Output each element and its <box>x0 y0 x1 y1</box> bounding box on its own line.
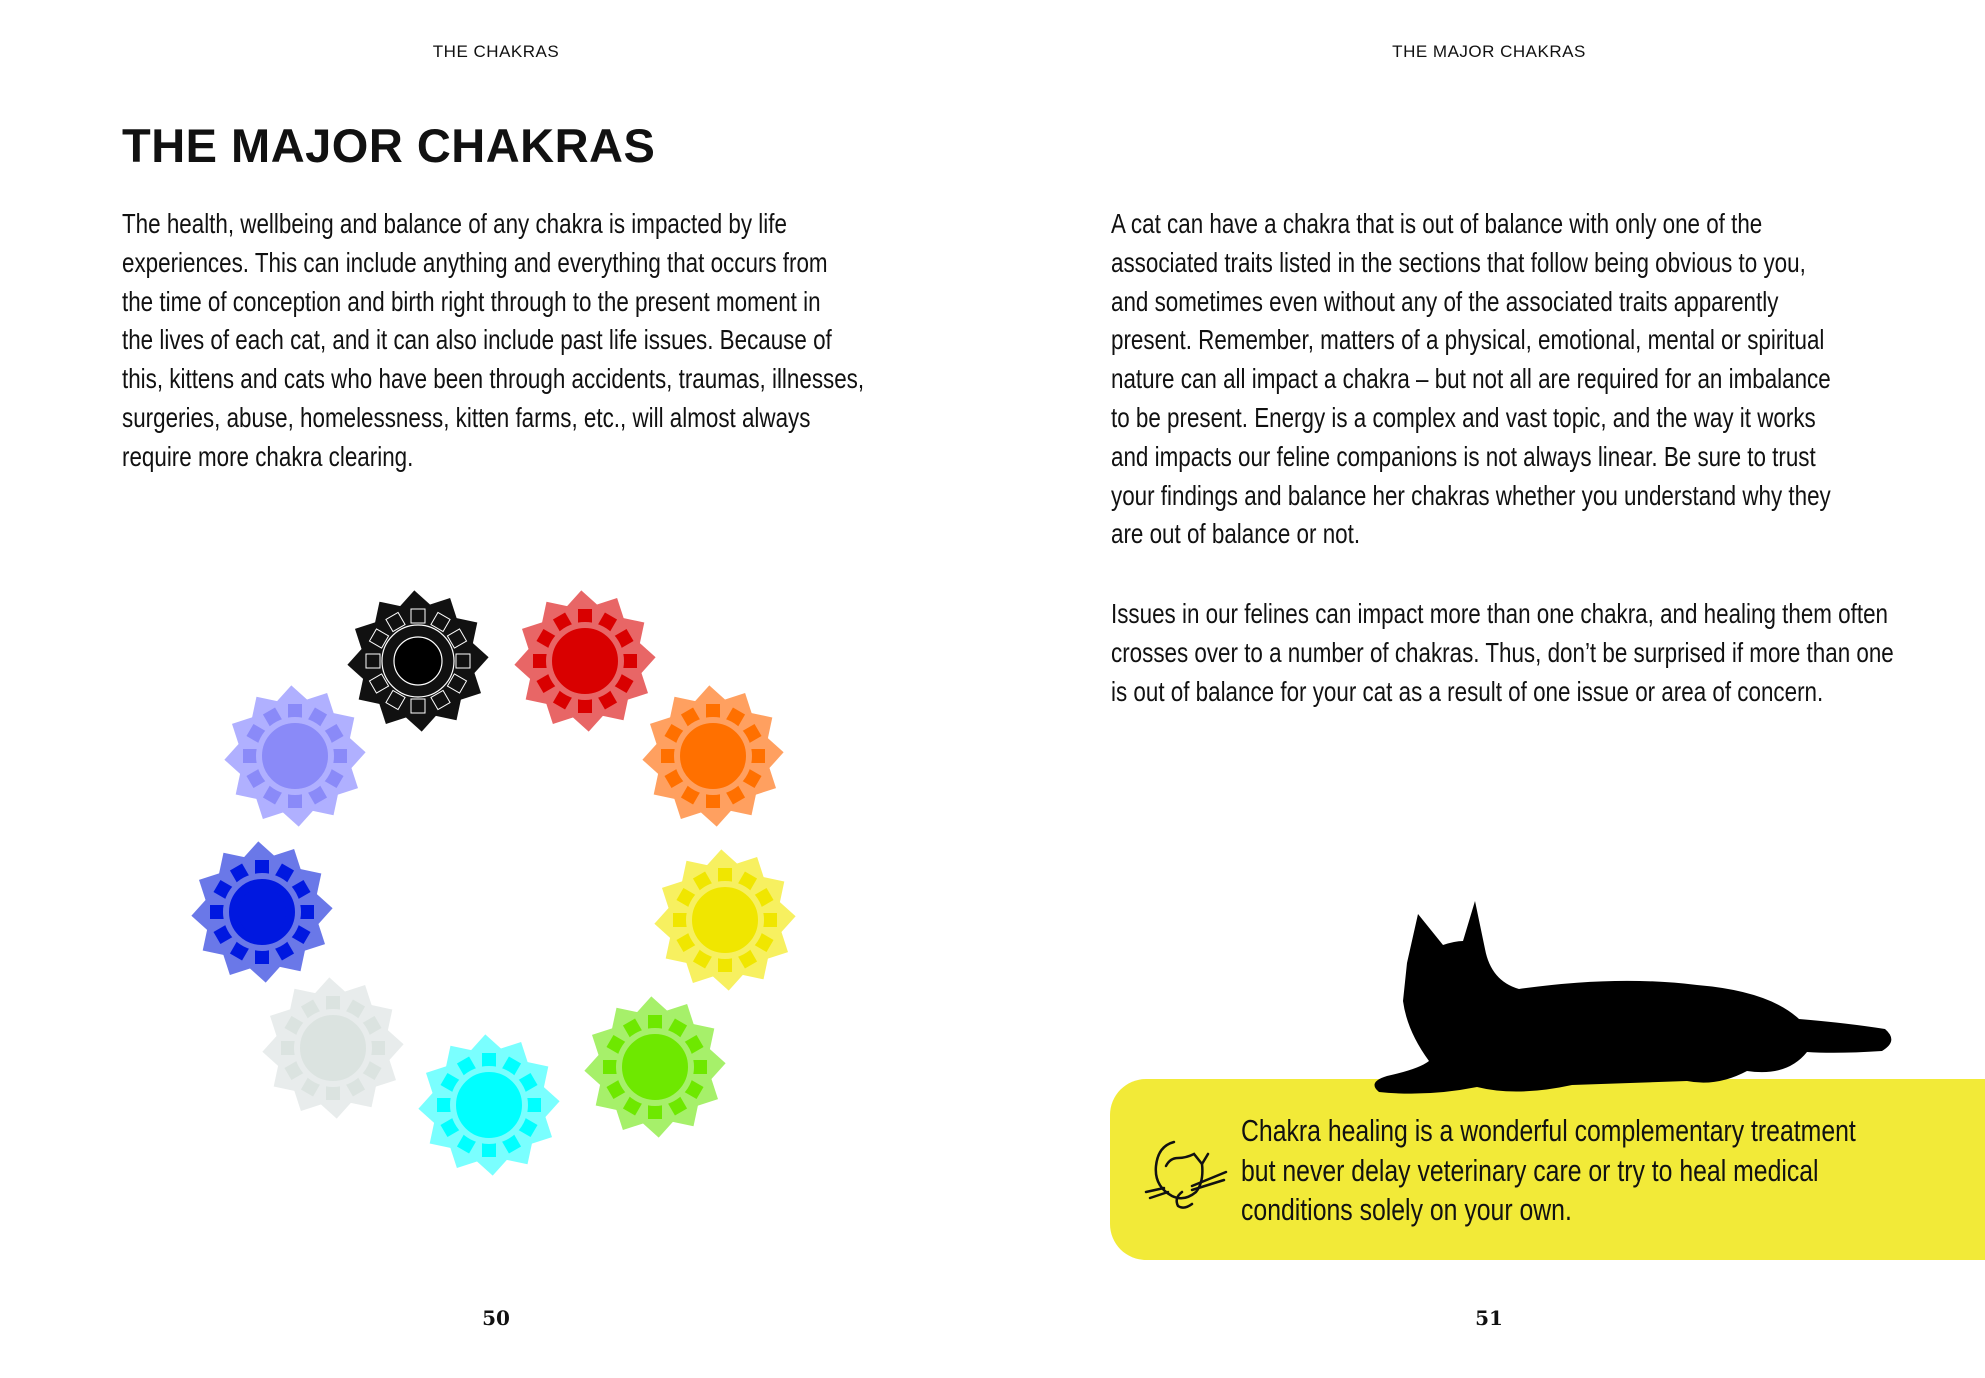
text-line: nature can all impact a chakra – but not all are required for an imbalance <box>1111 363 1831 395</box>
page-title: THE MAJOR CHAKRAS <box>122 119 656 172</box>
text-line: associated traits listed in the sections that follow being obvious to you, <box>1111 246 1806 278</box>
page-number-left: 50 <box>482 1306 510 1330</box>
text-line: Issues in our felines can impact more than one chakra, and healing them often <box>1111 598 1888 629</box>
chakra-crown-violet-icon <box>220 681 370 831</box>
chakra-heart-green-icon <box>580 992 730 1142</box>
text-line: the time of conception and birth right through to the present moment in <box>122 285 821 317</box>
chakra-white-icon <box>258 973 408 1123</box>
text-line: the lives of each cat, and it can also include past life issues. Because of <box>122 324 832 356</box>
chakra-throat-cyan-icon <box>414 1030 564 1180</box>
text-line: surgeries, abuse, homelessness, kitten farms, etc., will almost always <box>122 401 811 433</box>
text-line: but never delay veterinary care or try to heal medical <box>1241 1152 1819 1188</box>
text-line: Chakra healing is a wonderful complementary treatment <box>1241 1113 1856 1148</box>
text-line: this, kittens and cats who have been through accidents, traumas, illnesses, <box>122 363 865 395</box>
chakra-solar-plexus-yellow-icon <box>650 845 800 995</box>
text-line: are out of balance or not. <box>1111 518 1361 550</box>
running-head-left: THE CHAKRAS <box>432 42 560 61</box>
text-line: crosses over to a number of chakras. Thus, don’t be surprised if more than one <box>1111 636 1894 668</box>
page-number-right: 51 <box>1475 1306 1503 1330</box>
text-line: conditions solely on your own. <box>1241 1192 1572 1227</box>
chakra-sacral-orange-icon <box>638 681 788 831</box>
chakra-third-eye-blue-icon <box>187 837 337 987</box>
text-line: The health, wellbeing and balance of any chakra is impacted by life <box>122 208 787 239</box>
text-line: and sometimes even without any of the associated traits apparently <box>1111 285 1779 317</box>
right-paragraph-1 <box>1111 205 1985 554</box>
text-line: A cat can have a chakra that is out of balance with only one of the <box>1111 208 1763 239</box>
text-line: and impacts our feline companions is not always linear. Be sure to trust <box>1111 440 1816 472</box>
right-paragraph-2 <box>1111 595 1985 711</box>
text-line: your findings and balance her chakras whether you understand why they <box>1111 479 1831 511</box>
running-head-right: THE MAJOR CHAKRAS <box>1392 42 1586 61</box>
left-body-text <box>122 205 1050 477</box>
cat-silhouette-icon <box>1367 901 1893 1096</box>
cat-sketch-icon <box>1144 1136 1228 1212</box>
text-line: require more chakra clearing. <box>122 440 414 472</box>
text-line: to be present. Energy is a complex and vast topic, and the way it works <box>1111 401 1816 433</box>
text-line: is out of balance for your cat as a result of one issue or area of concern. <box>1111 675 1824 707</box>
text-line: experiences. This can include anything and everything that occurs from <box>122 246 828 278</box>
text-line: present. Remember, matters of a physical, emotional, mental or spiritual <box>1111 324 1825 356</box>
callout-text <box>1241 1111 1985 1230</box>
